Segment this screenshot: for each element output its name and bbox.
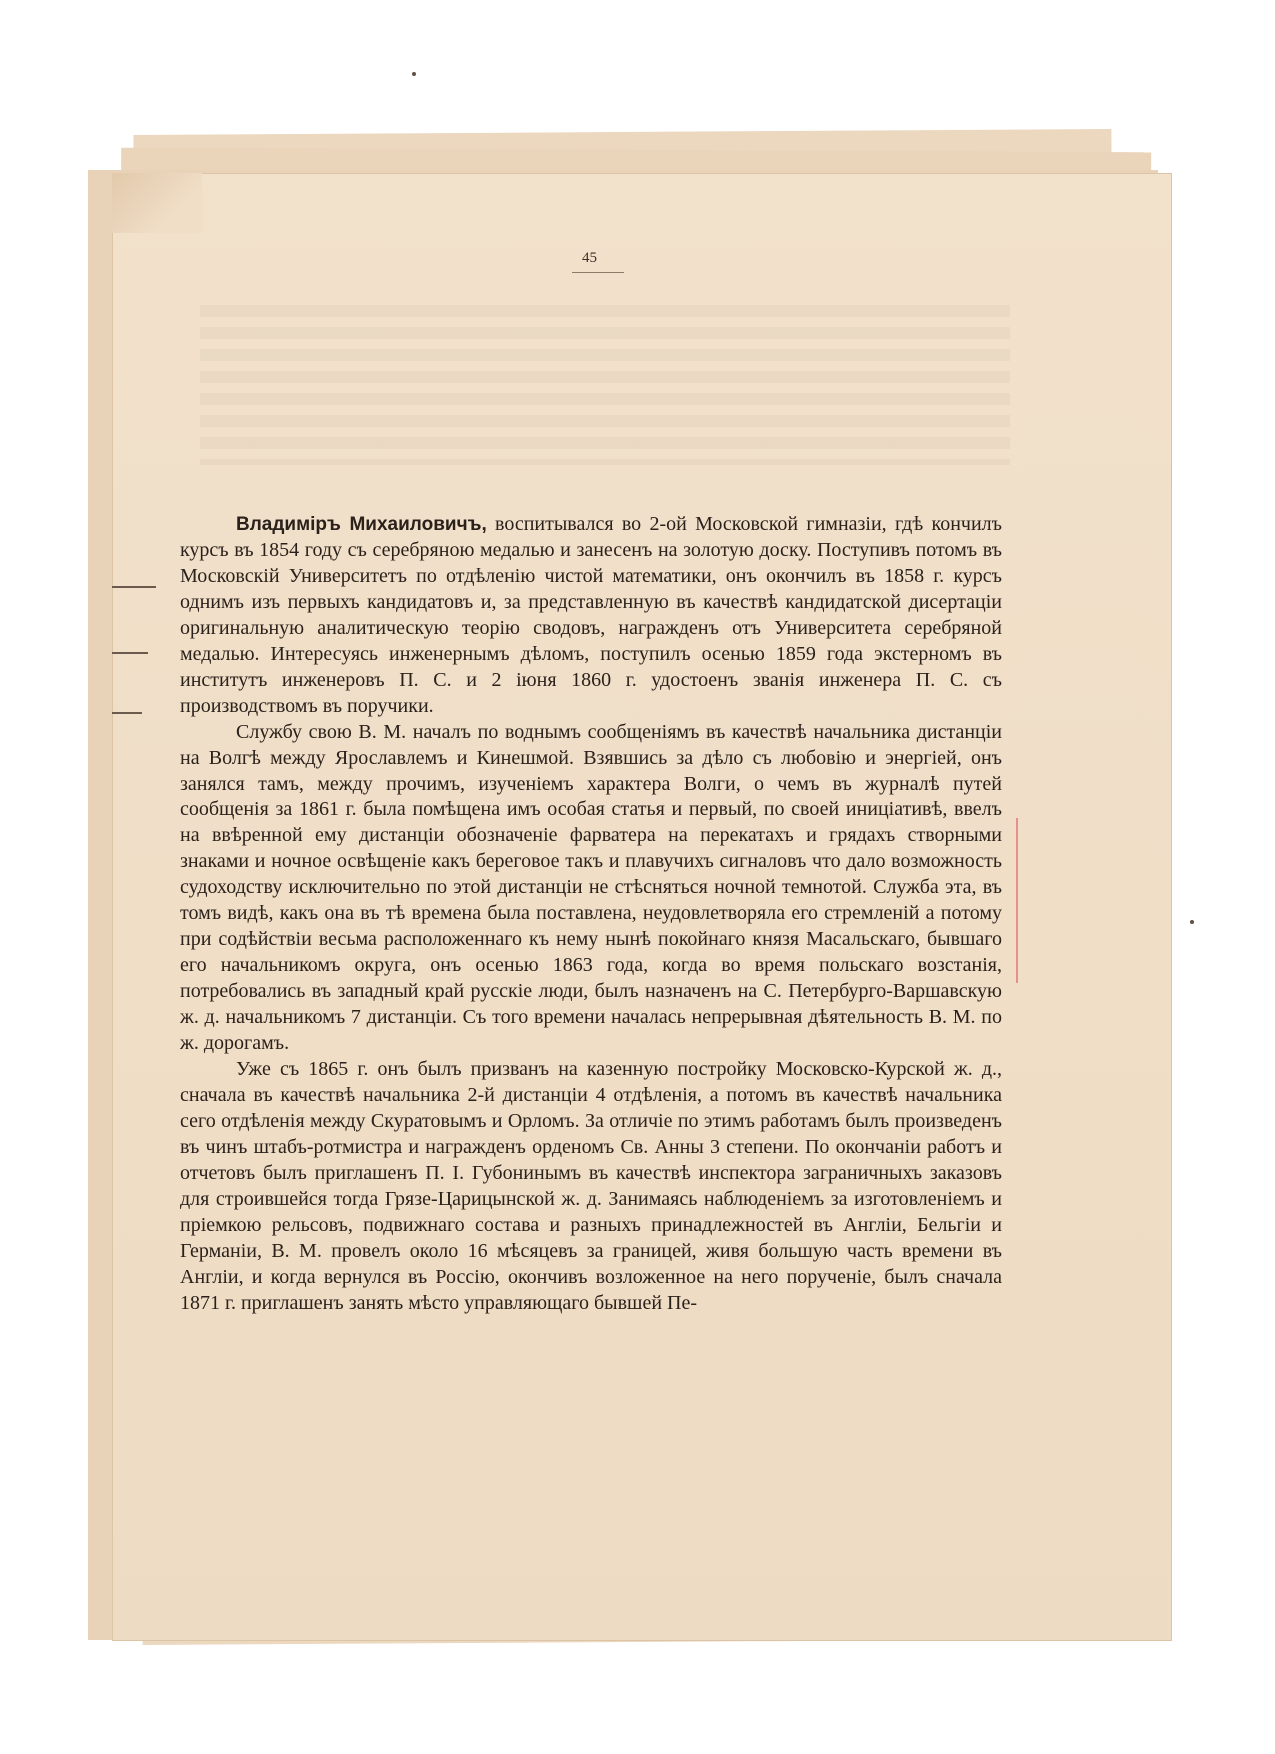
person-name: Владиміръ Михаиловичъ,	[236, 514, 487, 535]
red-pencil-mark	[1016, 818, 1018, 983]
speck	[1190, 920, 1194, 924]
page-number: 45	[582, 250, 597, 266]
paragraph-1-text: воспитывался во 2-ой Московской гимназіи, гдѣ кончилъ курсъ въ 1854 году съ серебряною медалью и занесенъ на золотую доску. Поступивъ потомъ въ Московскій Университетъ по отдѣленію чистой математики, онъ окончилъ въ 1858 г. курсъ однимъ изъ первыхъ кандидатовъ и, за представленную въ качествѣ кандидатской дисертаціи оригинальную аналитическую теорію сводовъ, награжденъ отъ Университета серебряной медалью. Интересуясь инженернымъ дѣломъ, поступилъ осенью 1859 года экстерномъ въ институтъ инженеровъ П. С. и 2 іюня 1860 г. удостоенъ званія инженера П. С. съ производствомъ въ поручики.	[180, 513, 1002, 717]
bleed-through-text	[200, 295, 1010, 465]
body-text	[180, 512, 1002, 1317]
margin-tick	[112, 586, 156, 588]
paragraph-3	[180, 1057, 1002, 1317]
speck	[412, 72, 416, 76]
paragraph-2	[180, 720, 1002, 1057]
paragraph-3-text: Уже съ 1865 г. онъ былъ призванъ на казенную постройку Московско-Курской ж. д., сначала въ качествѣ начальника 2-й дистанціи 4 отдѣленія, а потомъ въ качествѣ начальника сего отдѣленія между Скуратовымъ и Орломъ. За отличіе по этимъ работамъ былъ произведенъ въ чинъ штабъ-ротмистра и награжденъ орденомъ Св. Анны 3 степени. По окончаніи работъ и отчетовъ былъ приглашенъ П. І. Губонинымъ въ качествѣ инспектора заграничныхъ заказовъ для строившейся тогда Грязе-Царицынской ж. д. Занимаясь наблюденіемъ за изготовленіемъ и пріемкою рельсовъ, подвижнаго состава и разныхъ принадлежностей въ Англіи, Бельгіи и Германіи, В. М. провелъ около 16 мѣсяцевъ за границей, живя большую часть времени въ Англіи, и когда вернулся въ Россію, окончивъ возложенное на него порученіе, былъ сначала 1871 г. приглашенъ занять мѣсто управляющаго бывшей Пе-	[180, 1058, 1002, 1314]
paragraph-1	[180, 512, 1002, 720]
folded-corner	[112, 173, 202, 233]
paragraph-2-text: Службу свою В. М. началъ по воднымъ сообщеніямъ въ качествѣ начальника дистанціи на Волгѣ между Ярославлемъ и Кинешмой. Взявшись за дѣло съ любовію и энергіей, онъ занялся тамъ, между прочимъ, изученіемъ характера Волги, о чемъ въ журналѣ путей сообщенія за 1861 г. была помѣщена имъ особая статья и первый, по своей иниціативѣ, ввелъ на ввѣренной ему дистанціи обозначеніе фарватера на перекатахъ и грядахъ створными знаками и ночное освѣщеніе какъ береговое такъ и плавучихъ сигналовъ что дало возможность судоходству исключительно по этой дистанціи не стѣсняться ночной темнотой. Служба эта, въ томъ видѣ, какъ она въ тѣ времена была поставлена, неудовлетворяла его стремленій а потому при содѣйствіи весьма расположеннаго къ нему нынѣ покойнаго князя Масальскаго, бывшаго его начальникомъ округа, онъ осенью 1863 года, когда во время польскаго возстанія, потребовались въ западный край русскіе люди, былъ назначенъ на С. Петербурго-Варшавскую ж. д. начальникомъ 7 дистанціи. Съ того времени началась непрерывная дѣятельность В. М. по ж. дорогамъ.	[180, 720, 1002, 1055]
margin-tick	[112, 652, 148, 654]
margin-tick	[112, 712, 142, 714]
page-number-rule	[572, 272, 624, 273]
